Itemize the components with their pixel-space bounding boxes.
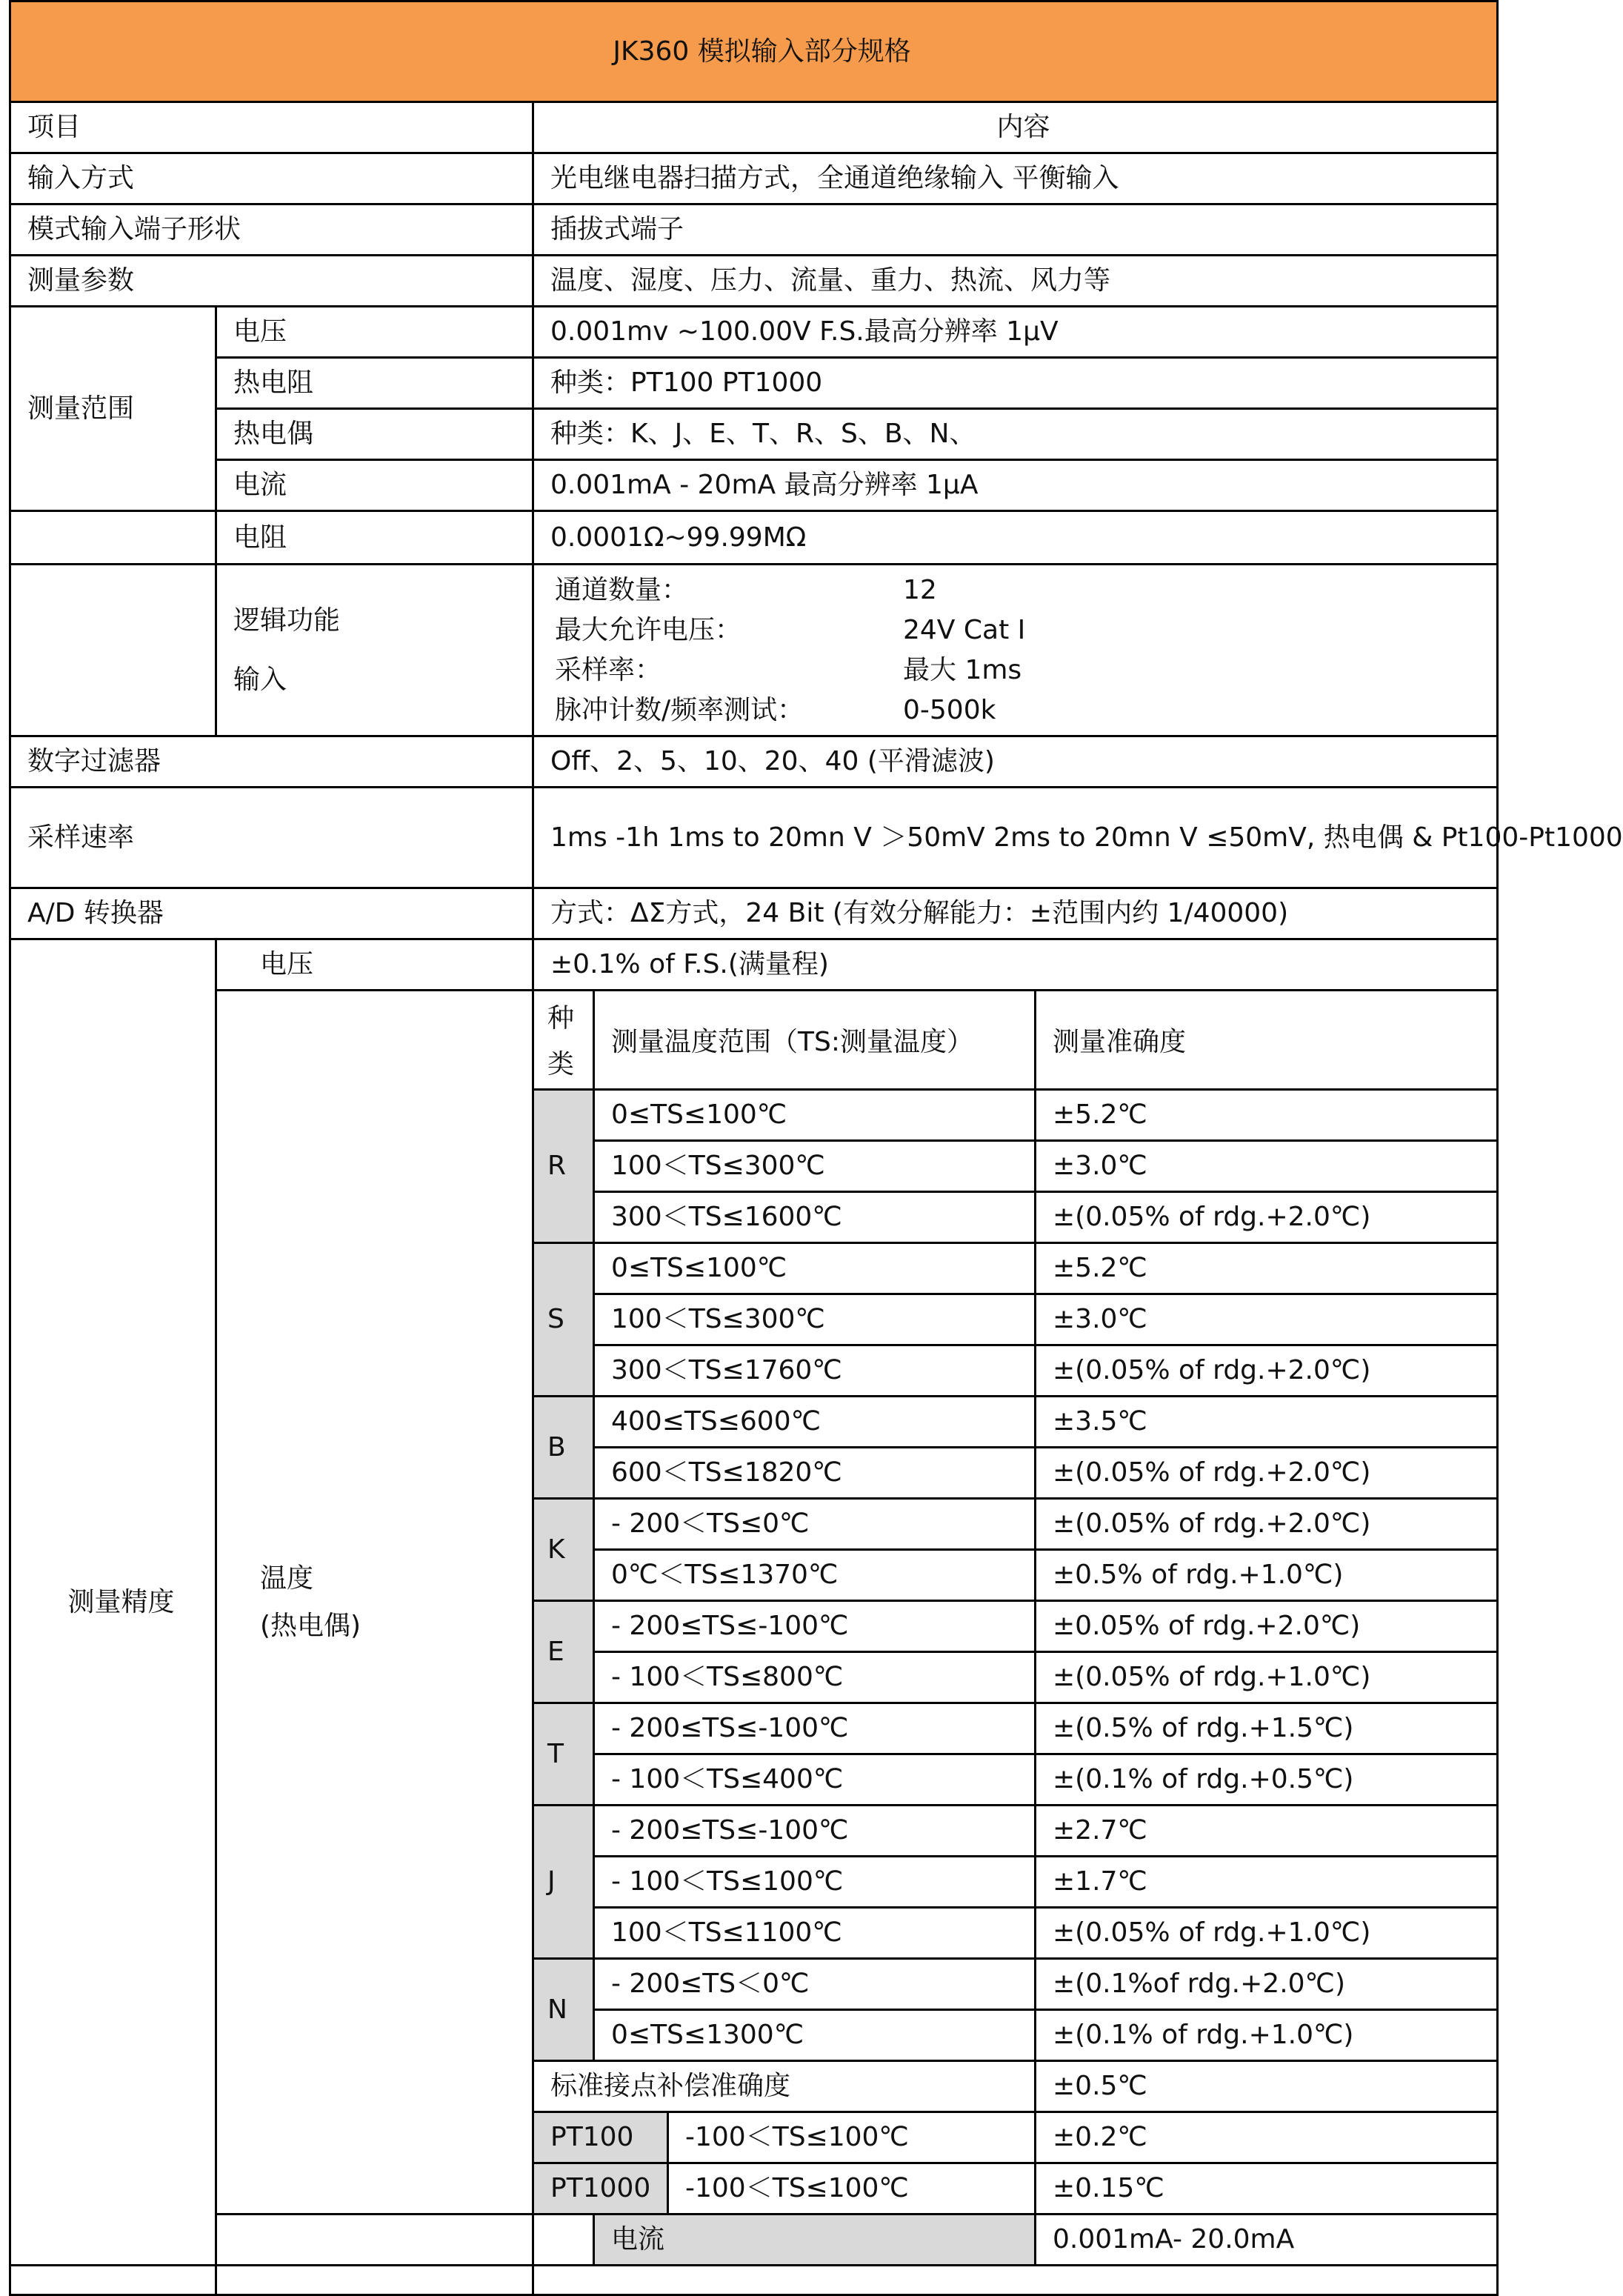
temp-label-line: 温度: [260, 1563, 314, 1594]
rtd-accuracy: ±0.15℃: [1036, 2163, 1498, 2215]
spec-table: [9, 0, 1623, 2296]
row-label: 输入方式: [10, 153, 533, 204]
tc-type: R: [533, 1090, 594, 1243]
tc-range: 300＜TS≤1600℃: [594, 1192, 1036, 1243]
tc-accuracy: ±2.7℃: [1036, 1806, 1498, 1857]
range-sub-label: 电阻: [216, 511, 533, 565]
tc-range: 300＜TS≤1760℃: [594, 1345, 1036, 1397]
tc-accuracy: ±0.5% of rdg.+1.0℃): [1036, 1550, 1498, 1601]
empty-cell: [10, 2266, 216, 2295]
row-label: 采样速率: [10, 788, 533, 888]
col-type-header: 种类: [533, 991, 594, 1090]
tc-range: 0≤TS≤100℃: [594, 1090, 1036, 1141]
current-label: 电流: [594, 2215, 1036, 2266]
tc-range: 100＜TS≤300℃: [594, 1141, 1036, 1192]
tc-range: - 200≤TS≤-100℃: [594, 1601, 1036, 1652]
row-label: A/D 转换器: [10, 888, 533, 939]
logic-key: 最大允许电压：: [555, 614, 742, 645]
tc-range: 400≤TS≤600℃: [594, 1397, 1036, 1448]
rtd-type: PT1000: [533, 2163, 668, 2215]
row-label: 测量参数: [10, 256, 533, 307]
range-sub-label: 电流: [216, 460, 533, 511]
tc-range: - 200≤TS≤-100℃: [594, 1703, 1036, 1754]
tc-accuracy: ±(0.05% of rdg.+1.0℃): [1036, 1652, 1498, 1703]
rtd-type: PT100: [533, 2112, 668, 2163]
range-value: 种类：PT100 PT1000: [533, 358, 1498, 409]
logic-value: 12: [903, 574, 937, 605]
tc-accuracy: ±(0.05% of rdg.+2.0℃): [1036, 1448, 1498, 1499]
tc-range: 600＜TS≤1820℃: [594, 1448, 1036, 1499]
tc-type: J: [533, 1806, 594, 1959]
row-label: 数字过滤器: [10, 736, 533, 788]
tc-range: - 100＜TS≤400℃: [594, 1754, 1036, 1806]
logic-key: 采样率：: [555, 654, 662, 685]
logic-label: [216, 565, 533, 736]
tc-type: K: [533, 1499, 594, 1601]
header-item: 项目: [10, 102, 533, 153]
accuracy-sub-label: 电压: [216, 939, 533, 991]
empty-cell: [533, 2215, 594, 2266]
tc-accuracy: ±0.05% of rdg.+2.0℃): [1036, 1601, 1498, 1652]
temp-label-line: (热电偶): [260, 1610, 361, 1641]
tc-accuracy: ±5.2℃: [1036, 1090, 1498, 1141]
rtd-accuracy: ±0.2℃: [1036, 2112, 1498, 2163]
logic-label-line: 逻辑功能: [233, 605, 341, 636]
tc-range: 0℃＜TS≤1370℃: [594, 1550, 1036, 1601]
tc-range: - 200≤TS≤-100℃: [594, 1806, 1036, 1857]
tc-accuracy: ±(0.05% of rdg.+2.0℃): [1036, 1499, 1498, 1550]
range-value: 0.001mv ~100.00V F.S.最高分辨率 1μV: [533, 307, 1498, 358]
row-value: 插拔式端子: [533, 204, 1498, 256]
page-title: JK360 模拟输入部分规格: [10, 1, 1498, 102]
tc-range: - 200≤TS＜0℃: [594, 1959, 1036, 2010]
tc-range: 0≤TS≤1300℃: [594, 2010, 1036, 2061]
row-value: Off、2、5、10、20、40 (平滑滤波): [533, 736, 1498, 788]
tc-type: E: [533, 1601, 594, 1703]
tc-range: - 200＜TS≤0℃: [594, 1499, 1036, 1550]
logic-value: 最大 1ms: [903, 654, 1022, 685]
tc-accuracy: ±3.0℃: [1036, 1294, 1498, 1345]
tc-accuracy: ±(0.5% of rdg.+1.5℃): [1036, 1703, 1498, 1754]
tc-type: T: [533, 1703, 594, 1806]
tc-accuracy: ±(0.05% of rdg.+1.0℃): [1036, 1908, 1498, 1959]
range-label: 测量范围: [10, 307, 216, 511]
row-value: 光电继电器扫描方式，全通道绝缘输入 平衡输入: [533, 153, 1498, 204]
current-range: 0.001mA- 20.0mA: [1036, 2215, 1498, 2266]
range-sub-label: 热电阻: [216, 358, 533, 409]
empty-cell: [533, 2266, 1498, 2295]
tc-accuracy: ±3.5℃: [1036, 1397, 1498, 1448]
accuracy-value: ±0.1% of F.S.(满量程): [533, 939, 1498, 991]
tc-accuracy: ±(0.05% of rdg.+2.0℃): [1036, 1345, 1498, 1397]
logic-value: 24V Cat I: [903, 614, 1026, 645]
empty-cell: [10, 565, 216, 736]
tc-type: N: [533, 1959, 594, 2061]
tc-range: 100＜TS≤1100℃: [594, 1908, 1036, 1959]
col-range-header: 测量温度范围（TS:测量温度）: [594, 991, 1036, 1090]
tc-accuracy: ±(0.1% of rdg.+1.0℃): [1036, 2010, 1498, 2061]
tc-accuracy: ±5.2℃: [1036, 1243, 1498, 1294]
tc-accuracy: ±(0.1% of rdg.+0.5℃): [1036, 1754, 1498, 1806]
row-label: 模式输入端子形状: [10, 204, 533, 256]
range-value: 种类：K、J、E、T、R、S、B、N、: [533, 409, 1498, 460]
tc-accuracy: ±(0.05% of rdg.+2.0℃): [1036, 1192, 1498, 1243]
range-value: 0.001mA - 20mA 最高分辨率 1μA: [533, 460, 1498, 511]
row-value: 方式：ΔΣ方式，24 Bit (有效分解能力：±范围内约 1/40000): [533, 888, 1498, 939]
tc-accuracy: ±1.7℃: [1036, 1857, 1498, 1908]
tc-accuracy: ±3.0℃: [1036, 1141, 1498, 1192]
rtd-range: -100＜TS≤100℃: [668, 2112, 1036, 2163]
tc-type: B: [533, 1397, 594, 1499]
col-acc-header: 测量准确度: [1036, 991, 1498, 1090]
logic-values: [533, 565, 1498, 736]
tc-range: 100＜TS≤300℃: [594, 1294, 1036, 1345]
tc-range: - 100＜TS≤800℃: [594, 1652, 1036, 1703]
logic-value: 0-500k: [903, 694, 996, 725]
row-value: 1ms -1h 1ms to 20mn V ＞50mV 2ms to 20mn V ≤50mV, 热电偶 & Pt100-Pt1000: [533, 788, 1498, 888]
range-sub-label: 热电偶: [216, 409, 533, 460]
range-value: 0.0001Ω~99.99MΩ: [533, 511, 1498, 565]
logic-key: 通道数量：: [555, 574, 689, 605]
header-content: 内容: [533, 102, 1498, 153]
range-sub-label: 电压: [216, 307, 533, 358]
tc-type: S: [533, 1243, 594, 1397]
empty-cell: [216, 2266, 533, 2295]
empty-cell: [216, 2215, 533, 2266]
logic-grid: [534, 570, 1496, 731]
empty-cell: [10, 511, 216, 565]
spec-sheet: [9, 0, 1623, 2296]
accuracy-label: 测量精度: [10, 939, 216, 2266]
tc-accuracy: ±(0.1%of rdg.+2.0℃): [1036, 1959, 1498, 2010]
cjc-label: 标准接点补偿准确度: [533, 2061, 1036, 2112]
cjc-value: ±0.5℃: [1036, 2061, 1498, 2112]
tc-range: - 100＜TS≤100℃: [594, 1857, 1036, 1908]
temp-label: [216, 991, 533, 2215]
logic-label-line: 输入: [233, 664, 287, 695]
tc-range: 0≤TS≤100℃: [594, 1243, 1036, 1294]
row-value: 温度、湿度、压力、流量、重力、热流、风力等: [533, 256, 1498, 307]
logic-key: 脉冲计数/频率测试：: [555, 694, 804, 725]
rtd-range: -100＜TS≤100℃: [668, 2163, 1036, 2215]
